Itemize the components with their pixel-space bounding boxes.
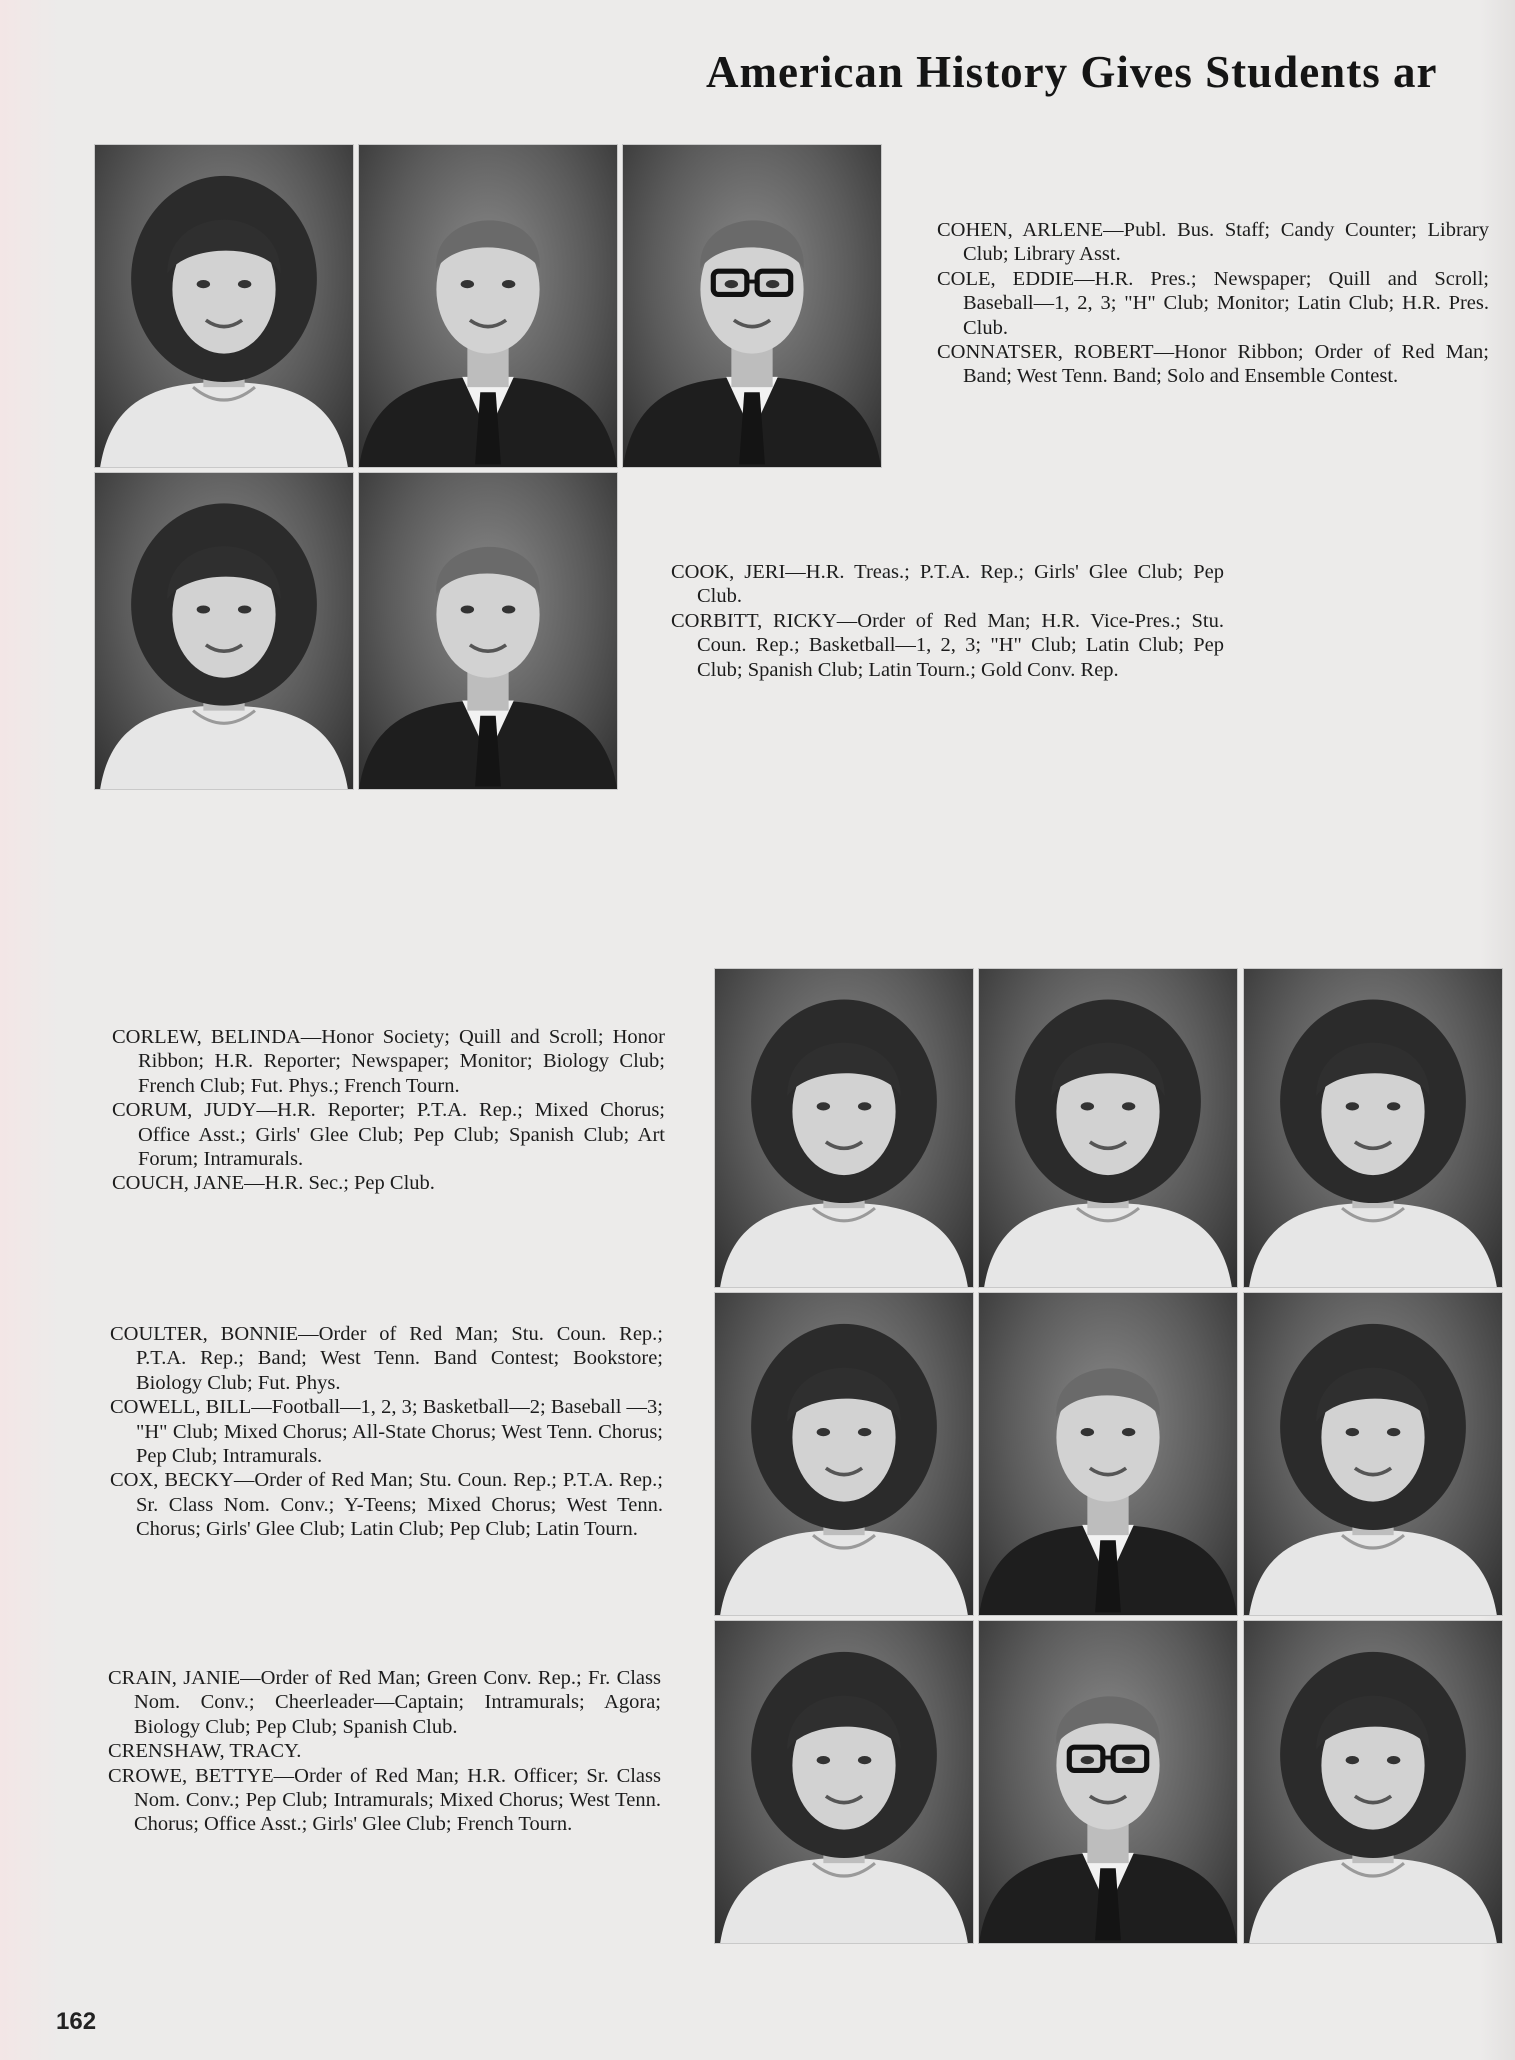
female-portrait-icon	[715, 969, 973, 1287]
student-entry: CORBITT, RICKY—Order of Red Man; H.R. Vice-Pres.; Stu. Coun. Rep.; Basketball—1, 2, 3; "H" Club; Latin Club; Pep Club; Spanish Club; Latin Tourn.; Gold Conv. Rep.	[671, 609, 1224, 681]
student-entry: COHEN, ARLENE—Publ. Bus. Staff; Candy Counter; Library Club; Library Asst.	[937, 219, 1489, 266]
portrait-photo	[978, 1620, 1238, 1944]
portrait-photo	[1243, 1620, 1503, 1944]
student-entry: COULTER, BONNIE—Order of Red Man; Stu. Coun. Rep.; P.T.A. Rep.; Band; West Tenn. Band Contest; Bookstore; Biology Club; Fut. Phys.	[110, 1323, 663, 1394]
student-entry: COWELL, BILL—Football—1, 2, 3; Basketball—2; Baseball —3; "H" Club; Mixed Chorus; All-State Chorus; West Tenn. Chorus; Pep Club; Intramurals.	[110, 1396, 663, 1468]
caption-group	[108, 1666, 661, 1837]
portrait-photo	[358, 144, 618, 468]
caption-group	[937, 218, 1489, 389]
caption-group	[110, 1322, 663, 1542]
female-portrait-icon	[715, 1621, 973, 1943]
portrait-photo	[94, 472, 354, 790]
student-entry: CRAIN, JANIE—Order of Red Man; Green Conv. Rep.; Fr. Class Nom. Conv.; Cheerleader—Captain; Intramurals; Agora; Biology Club; Pep Club; Spanish Club.	[108, 1667, 661, 1738]
portrait-photo	[94, 144, 354, 468]
male-portrait-icon	[979, 1293, 1237, 1615]
student-entry: CRENSHAW, TRACY.	[108, 1740, 302, 1763]
portrait-photo	[978, 1292, 1238, 1616]
female-portrait-icon	[979, 969, 1237, 1287]
portrait-photo	[714, 1620, 974, 1944]
student-entry: CROWE, BETTYE—Order of Red Man; H.R. Officer; Sr. Class Nom. Conv.; Pep Club; Intramurals; Mixed Chorus; West Tenn. Chorus; Office Asst.; Girls' Glee Club; French Tourn.	[108, 1764, 661, 1836]
portrait-photo	[1243, 968, 1503, 1288]
female-portrait-icon	[715, 1293, 973, 1615]
portrait-photo	[714, 968, 974, 1288]
male-portrait-icon	[359, 145, 617, 467]
female-portrait-icon	[95, 473, 353, 789]
student-entry: COOK, JERI—H.R. Treas.; P.T.A. Rep.; Girls' Glee Club; Pep Club.	[671, 561, 1224, 608]
female-portrait-icon	[95, 145, 353, 467]
page-headline: American History Gives Students ar	[706, 47, 1438, 97]
page-number: 162	[56, 2008, 97, 2035]
male-portrait-glasses-icon	[623, 145, 881, 467]
student-entry: CORUM, JUDY—H.R. Reporter; P.T.A. Rep.; Mixed Chorus; Office Asst.; Girls' Glee Club; Pep Club; Spanish Club; Art Forum; Intramurals.	[112, 1099, 665, 1171]
female-portrait-icon	[1244, 1621, 1502, 1943]
student-entry: COUCH, JANE—H.R. Sec.; Pep Club.	[112, 1172, 435, 1195]
portrait-photo	[714, 1292, 974, 1616]
caption-group	[671, 560, 1224, 682]
portrait-photo	[622, 144, 882, 468]
caption-group	[112, 1025, 665, 1196]
female-portrait-icon	[1244, 1293, 1502, 1615]
portrait-photo	[1243, 1292, 1503, 1616]
portrait-photo	[358, 472, 618, 790]
student-entry: COLE, EDDIE—H.R. Pres.; Newspaper; Quill and Scroll; Baseball—1, 2, 3; "H" Club; Monitor; Latin Club; H.R. Pres. Club.	[937, 267, 1489, 339]
student-entry: CONNATSER, ROBERT—Honor Ribbon; Order of Red Man; Band; West Tenn. Band; Solo and Ensemble Contest.	[937, 341, 1489, 388]
student-entry: CORLEW, BELINDA—Honor Society; Quill and Scroll; Honor Ribbon; H.R. Reporter; Newspaper; Monitor; Biology Club; French Club; Fut. Phys.; French Tourn.	[112, 1026, 665, 1097]
male-portrait-icon	[359, 473, 617, 789]
male-portrait-glasses-icon	[979, 1621, 1237, 1943]
female-portrait-icon	[1244, 969, 1502, 1287]
student-entry: COX, BECKY—Order of Red Man; Stu. Coun. Rep.; P.T.A. Rep.; Sr. Class Nom. Conv.; Y-Teens; Mixed Chorus; West Tenn. Chorus; Girls' Glee Club; Latin Club; Pep Club; Latin Tourn.	[110, 1469, 663, 1541]
portrait-photo	[978, 968, 1238, 1288]
